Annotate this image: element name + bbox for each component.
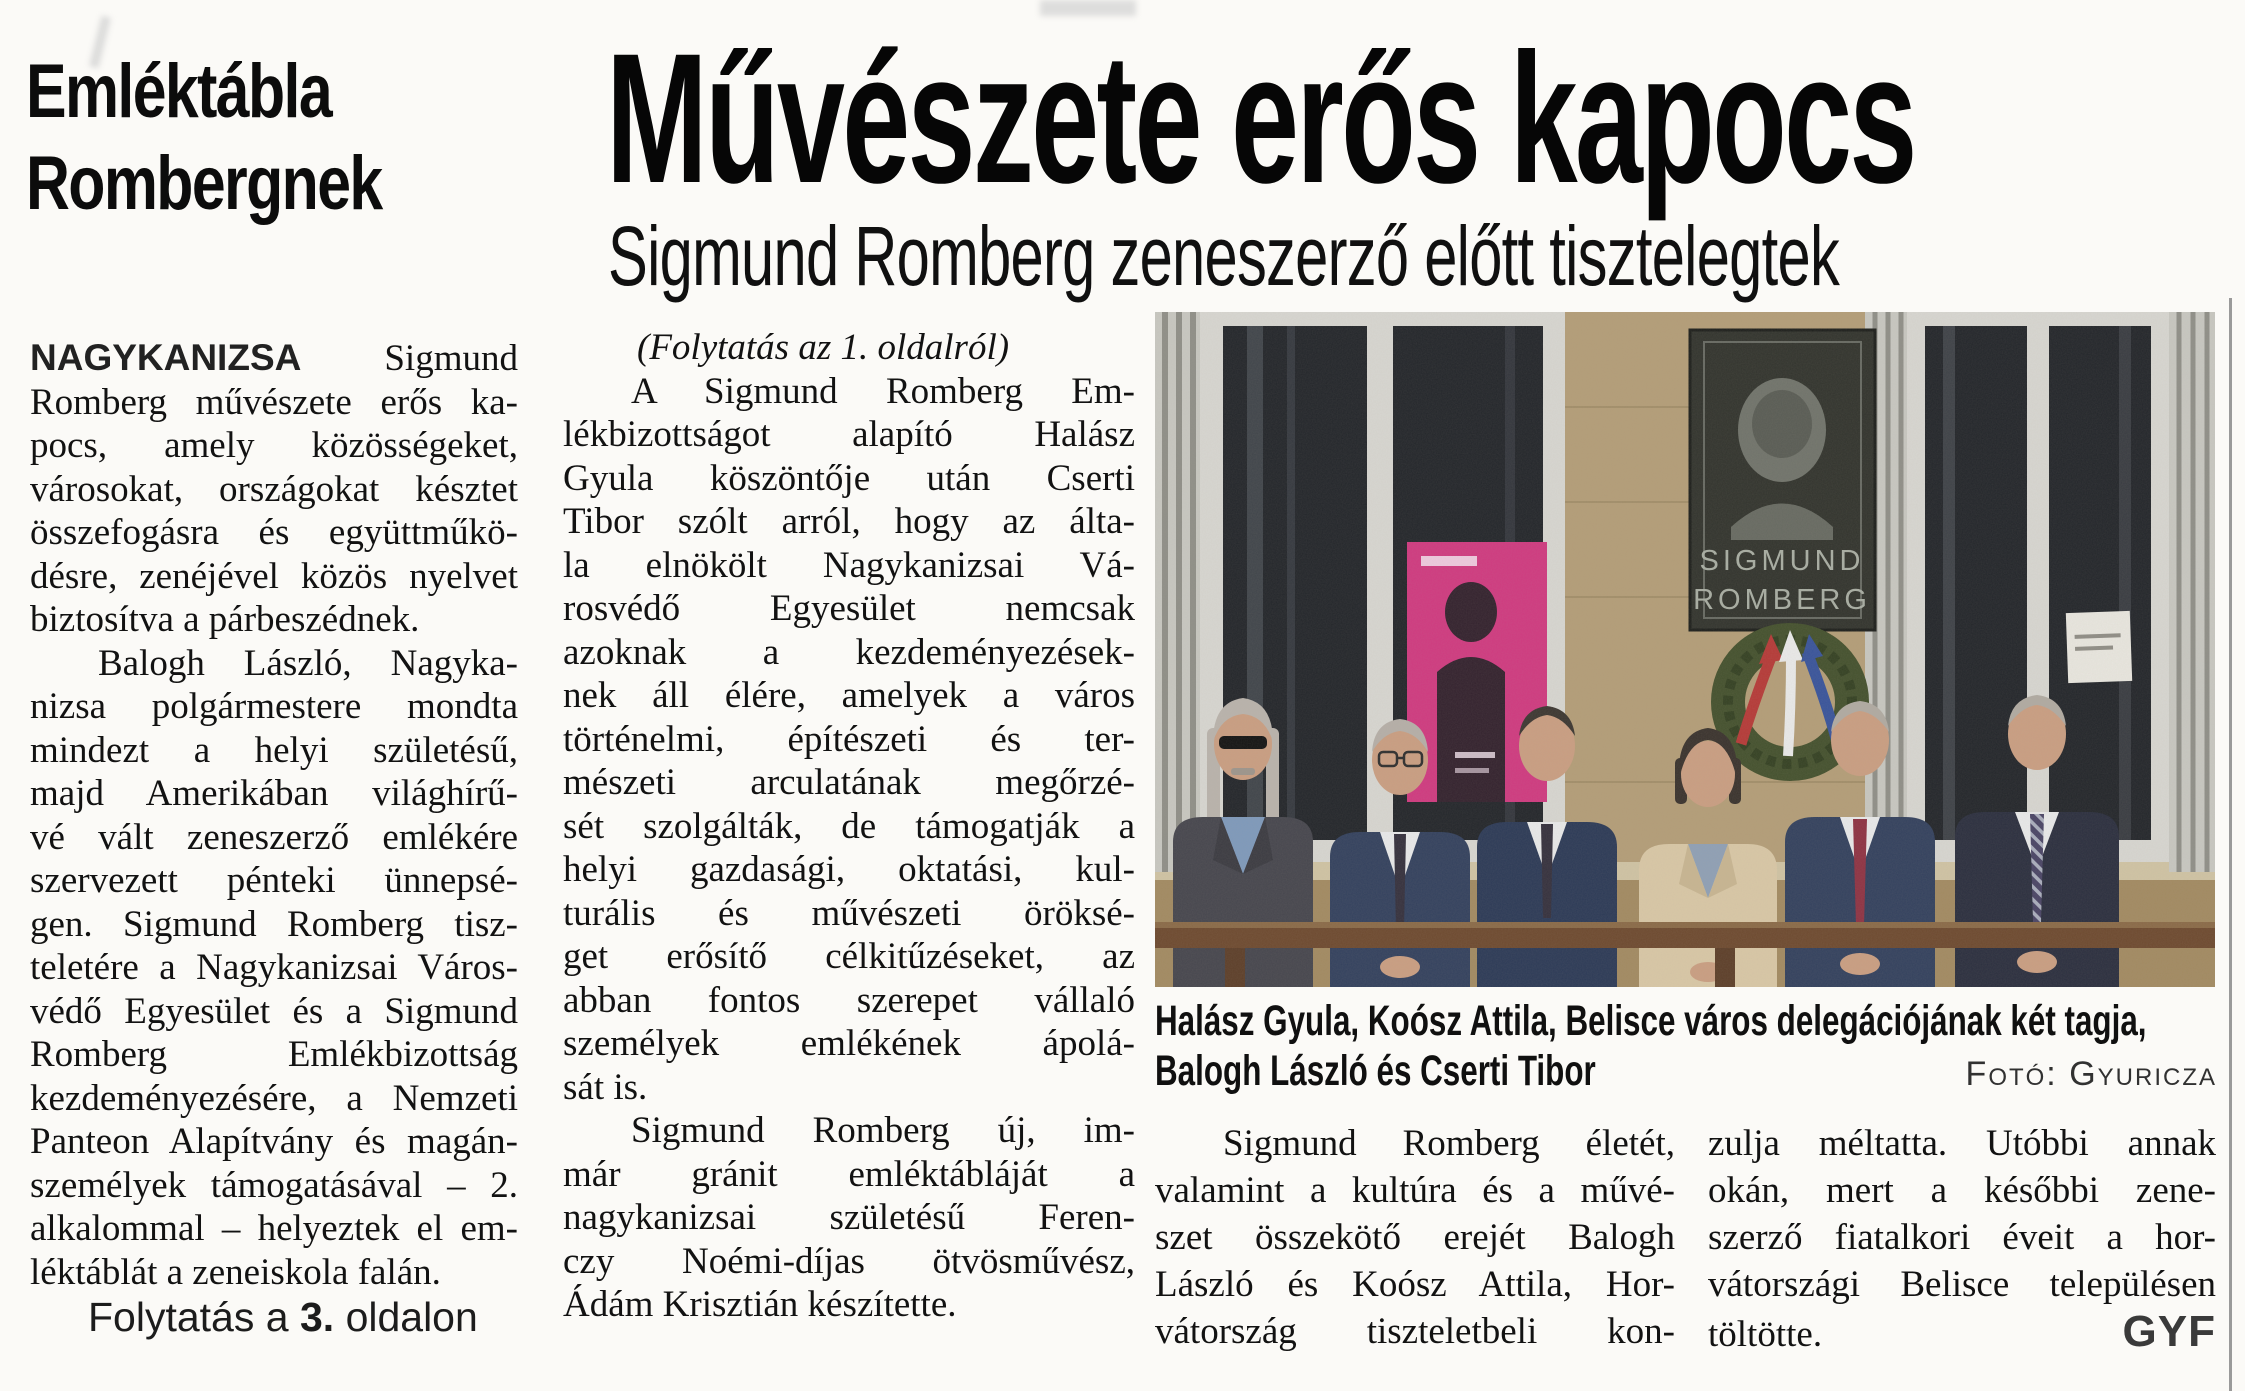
text-line: Ádám Krisztián készítette. xyxy=(563,1284,957,1325)
text-line: sát is. xyxy=(563,1066,648,1108)
text-line: abban fontos szerepet vállaló xyxy=(563,979,1135,1021)
text-line: Gyula köszöntője után Cserti xyxy=(563,457,1135,499)
photo-illustration xyxy=(1155,312,2215,987)
photo-grain xyxy=(1155,312,2215,987)
main-headline-text: Művészete erős kapocs xyxy=(606,16,1915,222)
continued-from-note: (Folytatás az 1. oldalról) xyxy=(637,327,1010,368)
text-line: Panteon Alapítvány és magán- xyxy=(30,1121,518,1162)
text-line: szerző fiatalkori éveit a hor- xyxy=(1708,1217,2216,1258)
text-line: majd Amerikában világhírű- xyxy=(30,773,518,814)
bottom-paragraph-b xyxy=(1708,1120,2216,1308)
column-rule xyxy=(2229,298,2232,1391)
text-line: nagykanizsai születésű Feren- xyxy=(563,1197,1135,1238)
text-line: czy Noémi-díjas ötvösművész, xyxy=(563,1240,1135,1282)
text-line: Sigmund Romberg új, im- xyxy=(631,1110,1135,1151)
sub-headline xyxy=(608,206,2245,306)
text-line: kezdeményezésére, a Nemzeti xyxy=(30,1077,518,1119)
text-line: Tibor szólt arról, hogy az álta- xyxy=(563,501,1135,542)
bottom-column-b xyxy=(1708,1120,2216,1358)
photo-credit: Fotó: Gyuricza xyxy=(1965,1055,2217,1093)
text-line: get erősítő célkitűzéseket, az xyxy=(563,936,1135,977)
text-line: zulja méltatta. Utóbbi annak xyxy=(1708,1123,2216,1164)
text-line: szervezett pénteki ünnepsé- xyxy=(30,860,518,901)
continuation-note xyxy=(30,1296,518,1340)
text-line: sét szolgálták, de támogatják a xyxy=(563,805,1135,847)
text-line: okán, mert a későbbi zene- xyxy=(1708,1170,2216,1211)
text-line: már gránit emléktábláját a xyxy=(563,1153,1135,1195)
text-line: védő Egyesület és a Sigmund xyxy=(30,990,518,1032)
sub-headline-text: Sigmund Romberg zeneszerző előtt tisztelegtek xyxy=(608,209,1840,303)
continuation-page-number: 3. xyxy=(299,1294,335,1340)
text-line: Balogh László, Nagyka- xyxy=(98,642,518,684)
text-line: pocs, amely közösségeket, xyxy=(30,425,518,466)
bottom-last-line xyxy=(1708,1308,2216,1358)
teaser-headline xyxy=(26,46,546,230)
text-line: Sigmund Romberg életét, xyxy=(1223,1123,1675,1164)
caption-line2: Balogh László és Cserti Tibor xyxy=(1155,1047,1596,1095)
teaser-lead-line xyxy=(30,336,518,381)
text-line: mészeti arculatának megőrzé- xyxy=(563,762,1135,803)
news-photo xyxy=(1155,312,2215,987)
text-line: la elnökölt Nagykanizsai Vá- xyxy=(563,544,1135,586)
text-line: nizsa polgármestere mondta xyxy=(30,686,518,727)
teaser-body xyxy=(30,336,518,1340)
article-column xyxy=(563,326,1135,1327)
text-line: történelmi, építészeti és ter- xyxy=(563,718,1135,760)
continuation-post: oldalon xyxy=(345,1294,478,1340)
text-line: gen. Sigmund Romberg tisz- xyxy=(30,903,518,945)
text-line: helyi gazdasági, oktatási, kul- xyxy=(563,849,1135,890)
text-line: valamint a kultúra és a művé- xyxy=(1155,1170,1675,1211)
bottom-last-words: töltötte. xyxy=(1708,1314,1823,1355)
text-line: vátország tiszteletbeli kon- xyxy=(1155,1311,1675,1352)
main-headline xyxy=(606,10,2245,228)
bottom-column-a xyxy=(1155,1120,1675,1355)
text-line: A Sigmund Romberg Em- xyxy=(631,370,1135,412)
plaque-name-line2: ROMBERG xyxy=(1693,584,1871,616)
bottom-paragraph-a xyxy=(1155,1120,1675,1355)
text-line: lékbizottságot alapító Halász xyxy=(563,414,1135,455)
text-line: vé vált zeneszerző emlékére xyxy=(30,816,518,858)
text-line: azoknak a kezdeményezések- xyxy=(563,631,1135,673)
teaser-headline-line2: Rombergnek xyxy=(26,141,382,226)
photo-caption xyxy=(1155,996,2217,1099)
text-line: személyek emlékének ápolá- xyxy=(563,1023,1135,1064)
text-line: összefogásra és együttműkö- xyxy=(30,512,518,553)
text-line: mindezt a helyi születésű, xyxy=(30,729,518,771)
author-initials: GYF xyxy=(2122,1307,2216,1356)
text-line: léktáblát a zeneiskola falán. xyxy=(30,1251,441,1293)
article-paragraph-2 xyxy=(563,1109,1135,1327)
text-line: Romberg Emlékbizottság xyxy=(30,1034,518,1075)
article-paragraph-1 xyxy=(563,370,1135,1110)
caption-line1: Halász Gyula, Koósz Attila, Belisce város delegációjának két tagja, xyxy=(1155,997,2147,1045)
text-line: biztosítva a párbeszédnek. xyxy=(30,599,420,640)
text-line: László és Koósz Attila, Hor- xyxy=(1155,1264,1675,1305)
text-line: szet összekötő erejét Balogh xyxy=(1155,1217,1675,1258)
text-line: nek áll élére, amelyek a város xyxy=(563,675,1135,716)
teaser-lead-word: Sigmund xyxy=(384,338,518,379)
text-line: személyek támogatásával – 2. xyxy=(30,1164,518,1206)
plaque-name-line1: SIGMUND xyxy=(1699,545,1865,577)
text-line: Romberg művészete erős ka- xyxy=(30,381,518,423)
teaser-paragraph-2 xyxy=(30,642,518,1295)
teaser-paragraph-1 xyxy=(30,381,518,642)
dateline: NAGYKANIZSA xyxy=(30,337,302,378)
text-line: désre, zenéjével közös nyelvet xyxy=(30,555,518,597)
text-line: teletére a Nagykanizsai Város- xyxy=(30,947,518,988)
teaser-headline-line1: Emléktábla xyxy=(26,49,332,134)
text-line: vátországi Belisce településen xyxy=(1708,1264,2216,1305)
text-line: városokat, országokat késztet xyxy=(30,468,518,510)
text-line: turális és művészeti öröksé- xyxy=(563,892,1135,934)
text-line: rosvédő Egyesület nemcsak xyxy=(563,588,1135,629)
continuation-pre: Folytatás a xyxy=(88,1294,289,1340)
text-line: alkalommal – helyeztek el em- xyxy=(30,1208,518,1249)
